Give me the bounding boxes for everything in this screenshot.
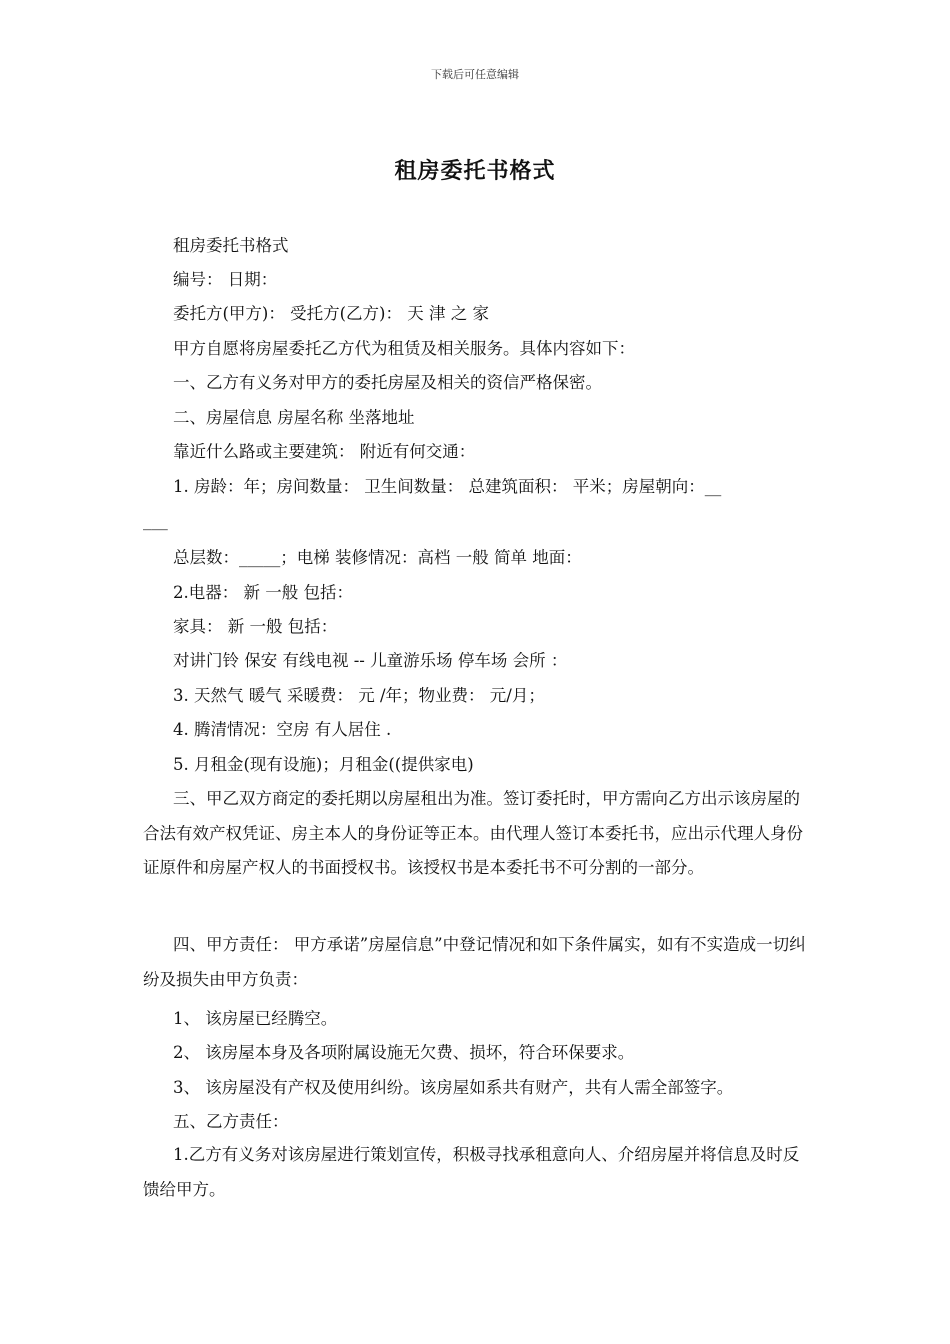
list-item: 3、 该房屋没有产权及使用纠纷。该房屋如系共有财产，共有人需全部签字。 — [173, 1078, 734, 1097]
document-title: 租房委托书格式 — [394, 158, 556, 184]
body-line-wrap: ___ — [143, 511, 168, 530]
body-line: 4. 腾清情况：空房 有人居住 . — [173, 720, 392, 739]
body-line: 甲方自愿将房屋委托乙方代为租赁及相关服务。具体内容如下： — [173, 339, 635, 358]
body-line: 1. 房龄：年；房间数量： 卫生间数量： 总建筑面积： 平米；房屋朝向：__ — [173, 477, 722, 496]
body-line: 5. 月租金(现有设施)；月租金((提供家电) — [173, 755, 474, 774]
page-header: 下载后可任意编辑 — [431, 68, 519, 81]
list-item: 1、 该房屋已经腾空。 — [173, 1009, 338, 1028]
body-line: 靠近什么路或主要建筑： 附近有何交通： — [173, 442, 476, 461]
body-line: 编号： 日期： — [173, 270, 278, 289]
body-line: 委托方(甲方)： 受托方(乙方)： 天 津 之 家 — [173, 304, 489, 323]
body-line: 家具： 新 一般 包括： — [173, 617, 338, 636]
paragraph-5: 1.乙方有义务对该房屋进行策划宣传，积极寻找承租意向人、介绍房屋并将信息及时反馈给甲方。 — [143, 1145, 800, 1199]
paragraph-3: 三、甲乙双方商定的委托期以房屋租出为准。签订委托时，甲方需向乙方出示该房屋的合法有效产权凭证、房主本人的身份证等正本。由代理人签订本委托书，应出示代理人身份证原件和房屋产权人的书面授权书。该授权书是本委托书不可分割的一部分。 — [143, 789, 803, 877]
body-line: 二、房屋信息 房屋名称 坐落地址 — [173, 408, 415, 427]
body-line: 对讲门铃 保安 有线电视 -- 儿童游乐场 停车场 会所 ： — [173, 651, 568, 670]
body-line: 总层数：_____；电梯 装修情况：高档 一般 简单 地面： — [173, 548, 582, 567]
body-line: 一、乙方有义务对甲方的委托房屋及相关的资信严格保密。 — [173, 373, 602, 392]
paragraph-4: 四、甲方责任： 甲方承诺”房屋信息”中登记情况和如下条件属实，如有不实造成一切纠纷及损失由甲方负责： — [143, 935, 806, 989]
body-line: 租房委托书格式 — [173, 236, 289, 255]
body-line: 3. 天然气 暖气 采暖费： 元 /年；物业费： 元/月； — [173, 686, 545, 705]
list-item: 2、 该房屋本身及各项附属设施无欠费、损坏，符合环保要求。 — [173, 1043, 635, 1062]
section-heading: 五、乙方责任： — [173, 1112, 289, 1131]
body-line: 2.电器： 新 一般 包括： — [173, 583, 353, 602]
